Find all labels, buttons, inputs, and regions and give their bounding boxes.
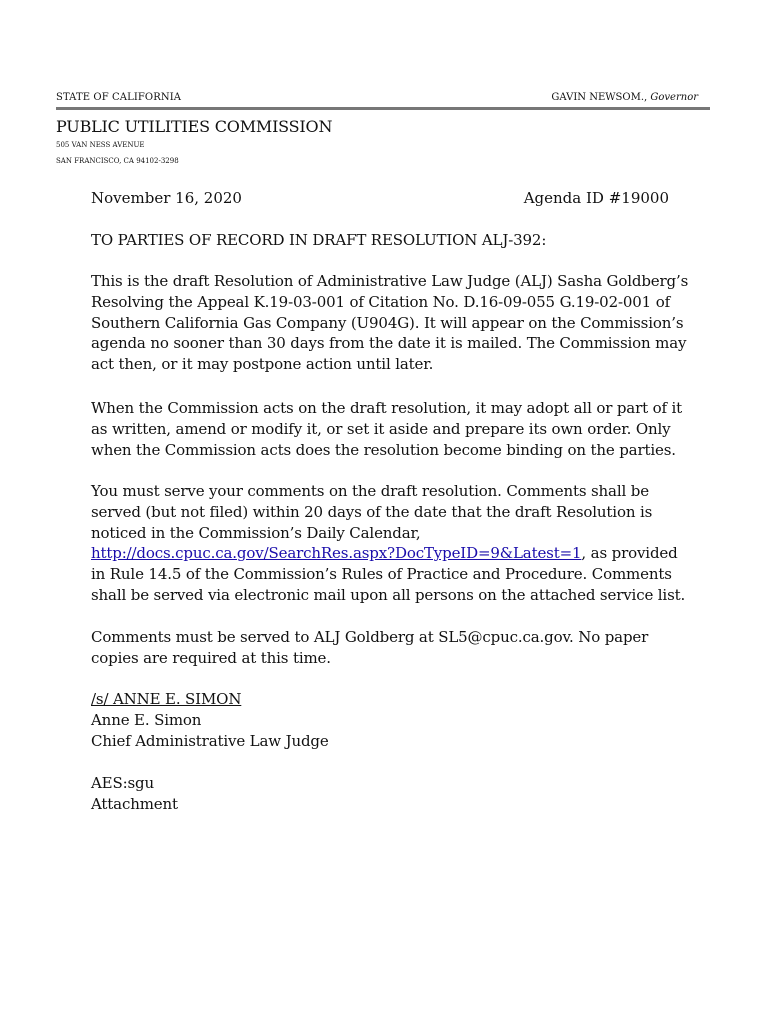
paragraph-line: Comments must be served to ALJ Goldberg at SL5@cpuc.ca.gov. No paper [91, 628, 649, 646]
letterhead-top [56, 92, 698, 106]
governor-line [551, 92, 698, 103]
governor-role: Governor [650, 92, 698, 103]
paragraph-comments-recipient [91, 627, 681, 669]
paragraph-line: noticed in the Commission’s Daily Calendar, [91, 523, 421, 542]
signature-block [91, 689, 681, 751]
paragraph-commission-action [91, 398, 681, 460]
paragraph-line: Southern California Gas Company (U904G). It will appear on the Commission’s [91, 313, 684, 332]
paragraph-line: as written, amend or modify it, or set it aside and prepare its own order. Only [91, 419, 671, 438]
paragraph-line: copies are required at this time. [91, 648, 331, 667]
footer-block [91, 773, 681, 815]
salutation: TO PARTIES OF RECORD IN DRAFT RESOLUTION ALJ-392: [91, 231, 547, 249]
paragraph-line: This is the draft Resolution of Administrative Law Judge (ALJ) Sasha Goldberg’s [91, 272, 689, 290]
paragraph-resolution-intro [91, 271, 689, 375]
paragraph-line: When the Commission acts on the draft resolution, it may adopt all or part of it [91, 399, 683, 417]
paragraph-comments-service [91, 481, 686, 606]
letter-date: November 16, 2020 [91, 189, 242, 207]
paragraph-line: Resolving the Appeal K.19-03-001 of Citation No. D.16-09-055 G.19-02-001 of [91, 292, 670, 311]
electronic-signature: /s/ ANNE E. SIMON [91, 690, 242, 708]
signer-title: Chief Administrative Law Judge [91, 731, 329, 750]
reference-initials: AES:sgu [91, 774, 155, 792]
paragraph-line: when the Commission acts does the resolution become binding on the parties. [91, 440, 676, 459]
paragraph-line: shall be served via electronic mail upon all persons on the attached service list. [91, 585, 686, 604]
address-line-2: SAN FRANCISCO, CA 94102-3298 [56, 157, 179, 165]
paragraph-line: served (but not filed) within 20 days of the date that the draft Resolution is [91, 502, 653, 521]
attachment-note: Attachment [91, 794, 178, 813]
daily-calendar-link[interactable]: http://docs.cpuc.ca.gov/SearchRes.aspx?DocTypeID=9&Latest=1 [91, 544, 582, 563]
paragraph-line: in Rule 14.5 of the Commission’s Rules of Practice and Procedure. Comments [91, 565, 672, 584]
letterhead-rule [56, 107, 710, 110]
paragraph-line: agenda no sooner than 30 days from the date it is mailed. The Commission may [91, 334, 687, 353]
paragraph-line: You must serve your comments on the draft resolution. Comments shall be [91, 482, 649, 500]
signer-name: Anne E. Simon [91, 710, 202, 729]
paragraph-line: act then, or it may postpone action until later. [91, 355, 434, 374]
agency-name: PUBLIC UTILITIES COMMISSION [56, 117, 333, 136]
governor-name: GAVIN NEWSOM., [551, 92, 648, 103]
state-name: STATE OF CALIFORNIA [56, 92, 182, 103]
link-trailing-text: , as provided [581, 544, 678, 563]
agenda-id: Agenda ID #19000 [523, 189, 669, 207]
address-line-1: 505 VAN NESS AVENUE [56, 141, 145, 149]
paragraph-line-with-link [91, 543, 681, 564]
